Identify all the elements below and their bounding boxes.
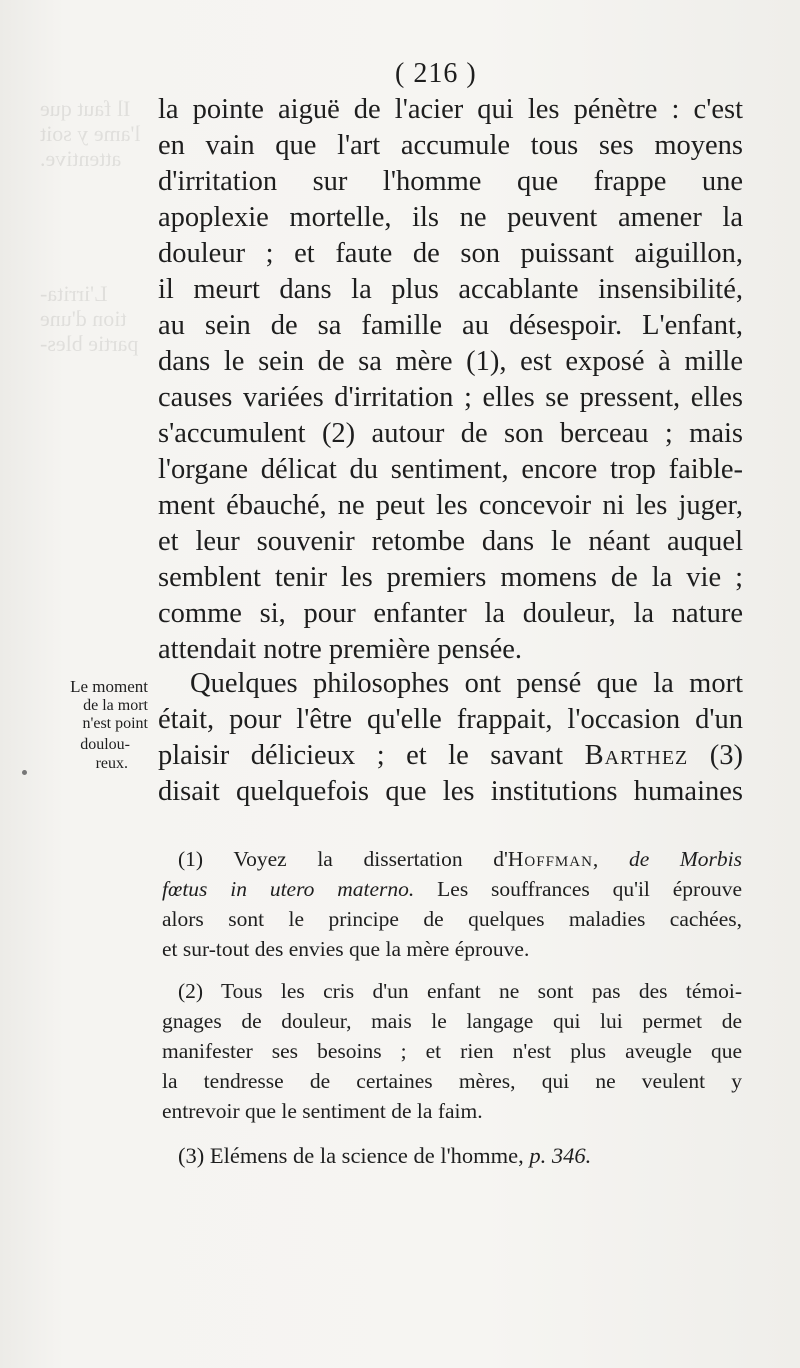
show-through-decoration: Il faut que <box>40 96 131 121</box>
footnote-line: manifester ses besoins ; et rien n'est plus aveugle que <box>162 1039 742 1063</box>
body-line: l'organe délicat du sentiment, encore trop faible- <box>158 454 743 485</box>
body-line: dans le sein de sa mère (1), est exposé à mille <box>158 346 743 377</box>
body-line: et leur souvenir retombe dans le néant auquel <box>158 526 743 557</box>
body-line: attendait notre première pensée. <box>158 634 522 665</box>
margin-note-line: n'est point <box>82 715 148 732</box>
margin-note-line: de la mort <box>83 697 148 714</box>
paragraph-line: était, pour l'être qu'elle frappait, l'occasion d'un <box>158 704 743 735</box>
body-line: au sein de sa famille au désespoir. L'enfant, <box>158 310 743 341</box>
footnote-marker: (1) <box>178 847 204 871</box>
margin-note-line: doulou- <box>80 736 130 753</box>
footnote-text: Les souffrances qu'il éprouve <box>414 877 743 901</box>
footnote-line <box>178 1142 742 1169</box>
body-line: ment ébauché, ne peut les concevoir ni les juger, <box>158 490 743 521</box>
body-line: en vain que l'art accumule tous ses moyens <box>158 130 743 161</box>
paragraph-text: plaisir délicieux ; et le savant <box>158 740 585 771</box>
footnote-line: entrevoir que le sentiment de la faim. <box>162 1099 483 1123</box>
body-line: la pointe aiguë de l'acier qui les pénètre : c'est <box>158 94 743 125</box>
body-line: s'accumulent (2) autour de son berceau ; mais <box>158 418 743 449</box>
footnote-ref: (3) <box>688 740 743 771</box>
show-through-decoration: partie bles- <box>40 331 139 356</box>
body-line: causes variées d'irritation ; elles se pressent, elles <box>158 382 743 413</box>
body-line: douleur ; et faute de son puissant aiguillon, <box>158 238 743 269</box>
body-line: apoplexie mortelle, ils ne peuvent amener la <box>158 202 743 233</box>
paragraph-line: Quelques philosophes ont pensé que la mort <box>190 668 743 699</box>
ink-speck <box>22 770 27 775</box>
footnote-line <box>178 846 742 873</box>
margin-note-line: reux. <box>95 755 128 772</box>
body-line: comme si, pour enfanter la douleur, la nature <box>158 598 743 629</box>
author-name: Barthez <box>584 740 689 771</box>
show-through-decoration: L'irrita- <box>40 281 108 306</box>
footnote-title: fœtus in utero materno. <box>162 877 415 901</box>
footnote-text: , <box>592 847 629 871</box>
paragraph-line <box>158 738 743 774</box>
author-name: Hoffman <box>507 847 593 871</box>
show-through-decoration: l'ame y soit <box>40 121 141 146</box>
body-line: d'irritation sur l'homme que frappe une <box>158 166 743 197</box>
footnote-line: et sur-tout des envies que la mère éprouve. <box>162 937 530 961</box>
footnote-text: Voyez la dissertation d' <box>203 847 508 871</box>
footnote-line <box>162 876 742 903</box>
footnote-line: (2) Tous les cris d'un enfant ne sont pas des témoi- <box>178 979 742 1003</box>
page-reference: p. 346. <box>529 1143 592 1168</box>
footnote-title: de Morbis <box>628 847 743 871</box>
paragraph-line: disait quelquefois que les institutions humaines <box>158 776 743 807</box>
body-line: il meurt dans la plus accablante insensibilité, <box>158 274 743 305</box>
body-line: semblent tenir les premiers momens de la vie ; <box>158 562 743 593</box>
show-through-decoration: attentive. <box>40 146 122 171</box>
footnote-line: gnages de douleur, mais le langage qui lui permet de <box>162 1009 742 1033</box>
page-number: ( 216 ) <box>395 58 477 89</box>
footnote-line: la tendresse de certaines mères, qui ne veulent y <box>162 1069 742 1093</box>
footnote-text: (3) Elémens de la science de l'homme, <box>178 1143 530 1168</box>
margin-note-line: Le moment <box>70 677 148 696</box>
show-through-decoration: tion d'une <box>40 306 127 331</box>
footnote-line: alors sont le principe de quelques maladies cachées, <box>162 907 742 931</box>
